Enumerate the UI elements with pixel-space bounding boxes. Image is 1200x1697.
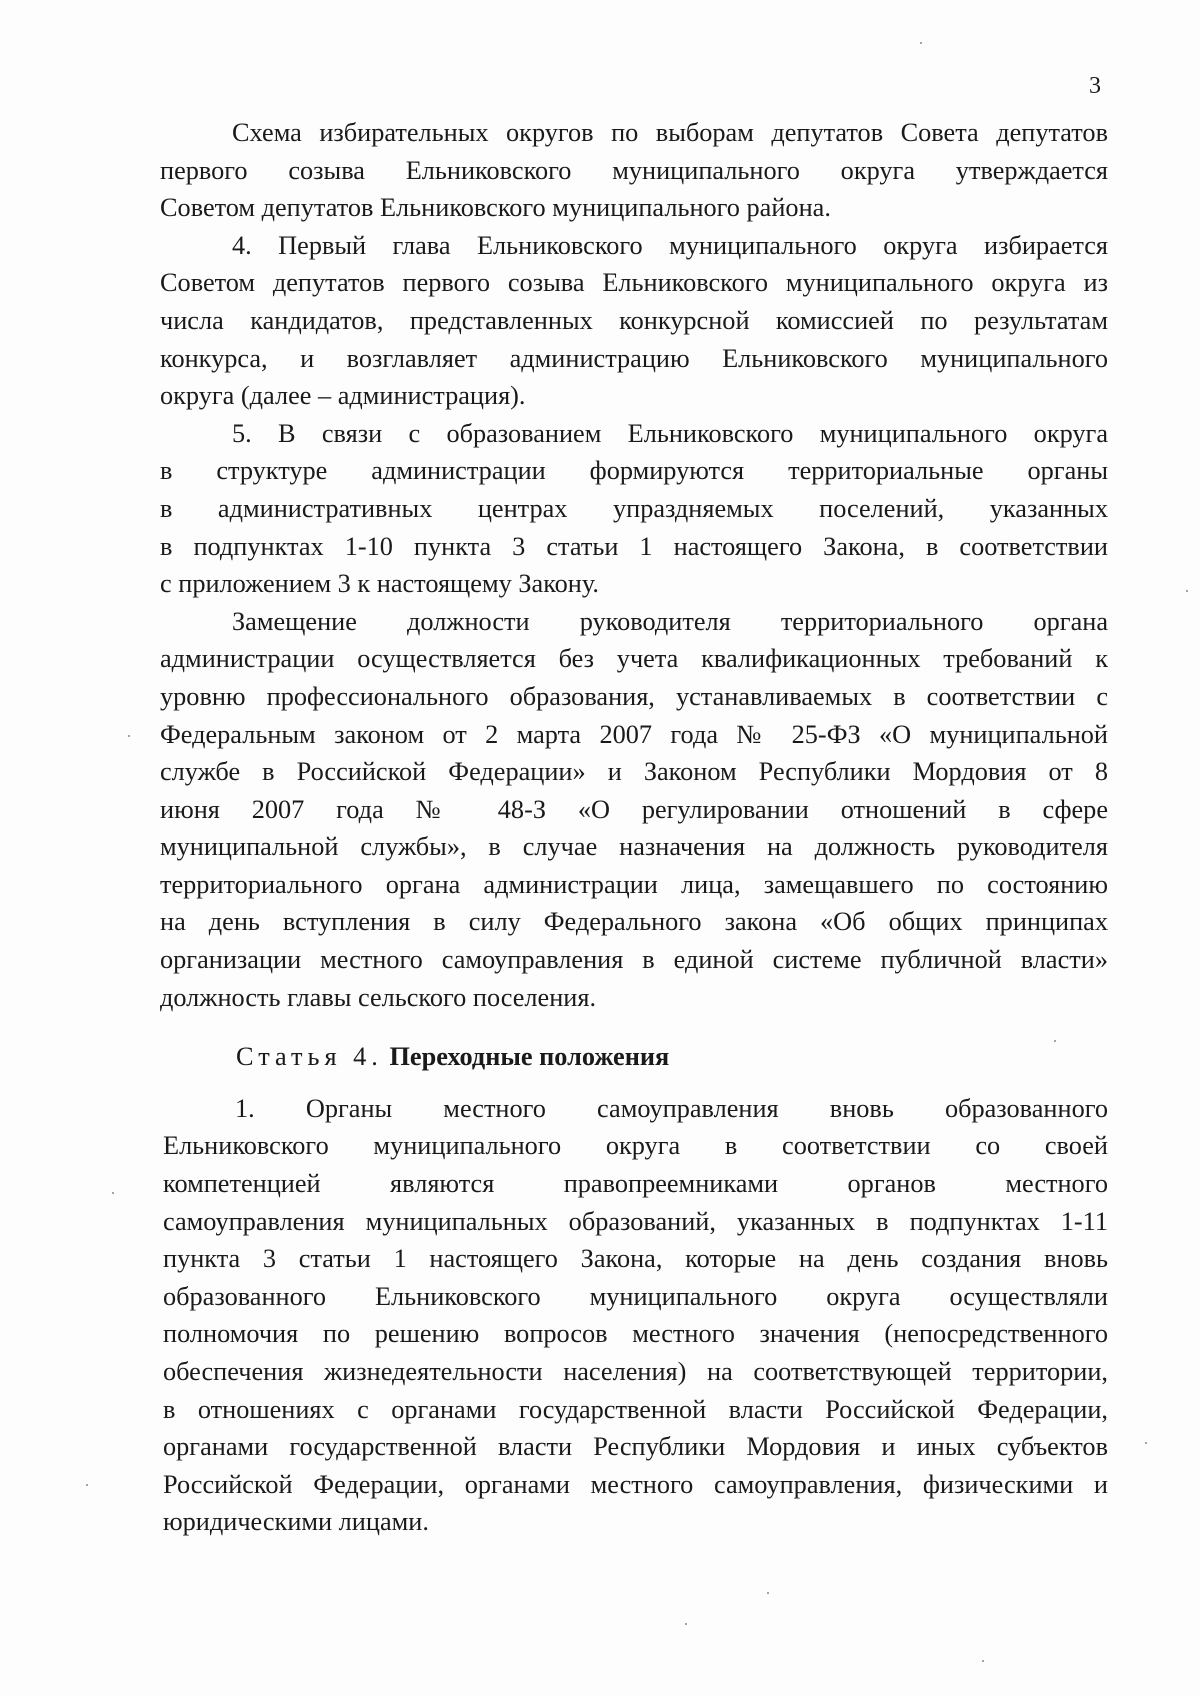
scan-speck: [128, 735, 130, 737]
text-line: конкурса, и возглавляет администрацию Ельниковского муниципального: [160, 343, 1108, 373]
scan-speck: [112, 1192, 114, 1194]
text-line: в отношениях с органами государственной власти Российской Федерации,: [163, 1394, 1108, 1424]
text-line: с приложением 3 к настоящему Закону.: [160, 569, 599, 599]
text-line: числа кандидатов, представленных конкурсной комиссией по результатам: [160, 305, 1108, 335]
text-line: органами государственной власти Республики Мордовия и иных субъектов: [163, 1432, 1108, 1462]
text-line: уровню профессионального образования, устанавливаемых в соответствии с: [160, 681, 1108, 711]
text-line: администрации осуществляется без учета квалификационных требований к: [160, 644, 1108, 674]
article-prefix: Статья 4.: [236, 1042, 383, 1072]
scan-speck: [767, 1592, 769, 1594]
scan-speck: [1186, 590, 1188, 592]
scan-speck: [685, 1623, 687, 1625]
text-line: июня 2007 года № 48-З «О регулировании отношений в сфере: [160, 794, 1108, 824]
text-line: Российской Федерации, органами местного самоуправления, физическими и: [163, 1469, 1108, 1499]
text-line: организации местного самоуправления в единой системе публичной власти»: [160, 945, 1108, 975]
scan-speck: [1145, 1442, 1147, 1444]
text-line: муниципальной службы», в случае назначения на должность руководителя: [160, 832, 1108, 862]
text-line: Ельниковского муниципального округа в соответствии со своей: [163, 1131, 1108, 1161]
scan-speck: [1054, 1040, 1056, 1042]
text-line: полномочия по решению вопросов местного значения (непосредственного: [163, 1319, 1108, 1349]
paragraph-district-scheme: [160, 114, 1108, 227]
article-title: Переходные положения: [389, 1042, 670, 1072]
paragraph-item-5: [160, 415, 1108, 603]
paragraph-replacement: [160, 603, 1108, 1017]
text-line: на день вступления в силу Федерального закона «Об общих принципах: [160, 907, 1108, 937]
scan-speck: [86, 1484, 88, 1486]
article-heading: [160, 1038, 1108, 1076]
text-line: 4. Первый глава Ельниковского муниципального округа избирается: [232, 230, 1108, 260]
page-number: 3: [1089, 73, 1101, 99]
text-line: пункта 3 статьи 1 настоящего Закона, которые на день создания вновь: [163, 1244, 1108, 1274]
scan-speck: [982, 1660, 984, 1662]
text-line: в подпунктах 1-10 пункта 3 статьи 1 настоящего Закона, в соответствии: [160, 531, 1108, 561]
paragraph-article4-item-1: [163, 1090, 1108, 1541]
text-line: 1. Органы местного самоуправления вновь образованного: [235, 1093, 1108, 1123]
text-line: образованного Ельниковского муниципального округа осуществляли: [163, 1281, 1108, 1311]
text-line: в структуре администрации формируются территориальные органы: [160, 456, 1108, 486]
text-line: обеспечения жизнедеятельности населения) на соответствующей территории,: [163, 1357, 1108, 1386]
scan-speck: [920, 42, 922, 44]
document-body: [160, 114, 1108, 1541]
text-line: первого созыва Ельниковского муниципального округа утверждается: [160, 155, 1108, 185]
text-line: Федеральным законом от 2 марта 2007 года № 25-ФЗ «О муниципальной: [160, 719, 1108, 749]
text-line: должность главы сельского поселения.: [160, 982, 597, 1012]
text-line: в административных центрах упраздняемых поселений, указанных: [160, 493, 1108, 523]
paragraph-item-4: [160, 227, 1108, 415]
text-line: юридическими лицами.: [163, 1507, 429, 1537]
text-line: Советом депутатов Ельниковского муниципального района.: [160, 193, 831, 223]
text-line: самоуправления муниципальных образований, указанных в подпунктах 1-11: [163, 1206, 1108, 1236]
text-line: 5. В связи с образованием Ельниковского муниципального округа: [232, 418, 1108, 448]
text-line: Советом депутатов первого созыва Ельниковского муниципального округа из: [160, 268, 1108, 298]
text-line: компетенцией являются правопреемниками органов местного: [163, 1169, 1108, 1199]
text-line: Схема избирательных округов по выборам депутатов Совета депутатов: [232, 118, 1108, 147]
text-line: Замещение должности руководителя территориального органа: [232, 606, 1108, 636]
text-line: службе в Российской Федерации» и Законом Республики Мордовия от 8: [160, 757, 1108, 787]
text-line: округа (далее – администрация).: [160, 381, 526, 411]
text-line: территориального органа администрации лица, замещавшего по состоянию: [160, 869, 1108, 899]
